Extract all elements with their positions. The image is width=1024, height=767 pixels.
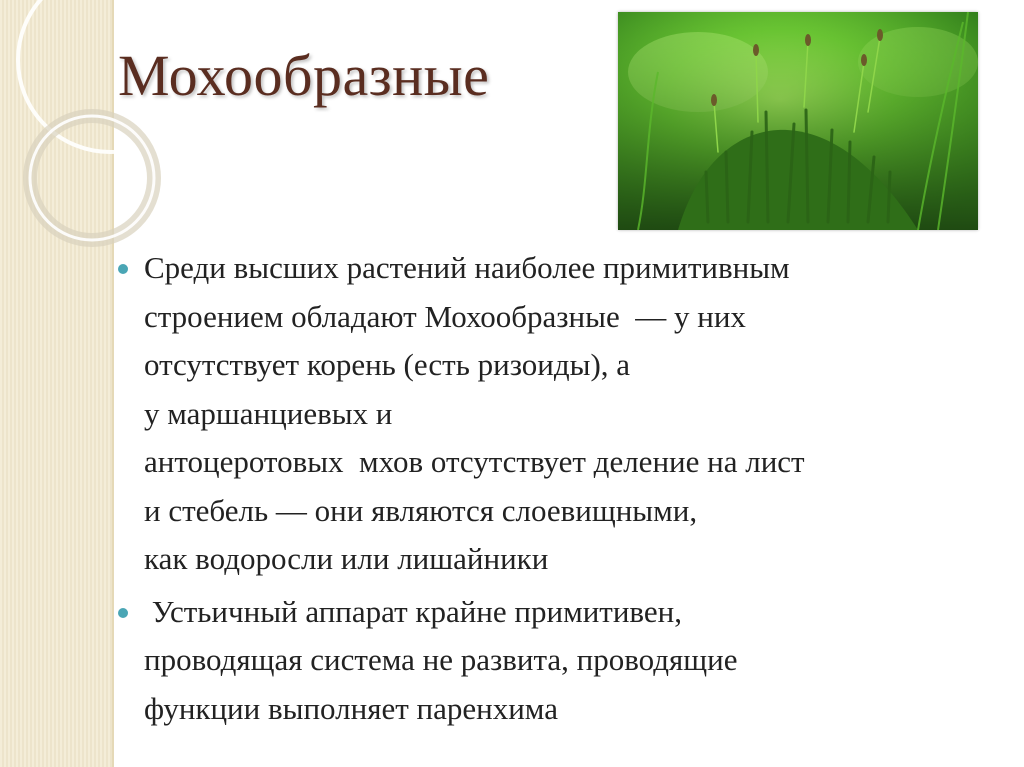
text-line: функции выполняет паренхима	[144, 690, 558, 726]
text-line: у маршанциевых и	[144, 395, 393, 431]
slide-content	[118, 244, 1008, 737]
text-line: антоцеротовых мхов отсутствует деление на лист	[144, 444, 805, 479]
text-line: как водоросли или лишайники	[144, 541, 549, 576]
bullet-item	[118, 244, 1008, 584]
slide-title: Мохообразные	[118, 43, 490, 108]
text-line: отсутствует корень (есть ризоиды), а	[144, 347, 631, 382]
text-line: и стебель — они являются слоевищными,	[144, 492, 698, 528]
text-line: Устьичный аппарат крайне примитивен,	[144, 593, 682, 629]
bullet-item	[118, 588, 1008, 734]
bullet-dot-icon	[118, 264, 128, 274]
moss-photo	[618, 12, 978, 230]
text-line: Среди высших растений наиболее примитивным	[144, 250, 790, 285]
bullet-dot-icon	[118, 608, 128, 618]
text-line: строением обладают Мохообразные — у них	[144, 298, 746, 334]
text-line: проводящая система не развита, проводящие	[144, 642, 738, 677]
